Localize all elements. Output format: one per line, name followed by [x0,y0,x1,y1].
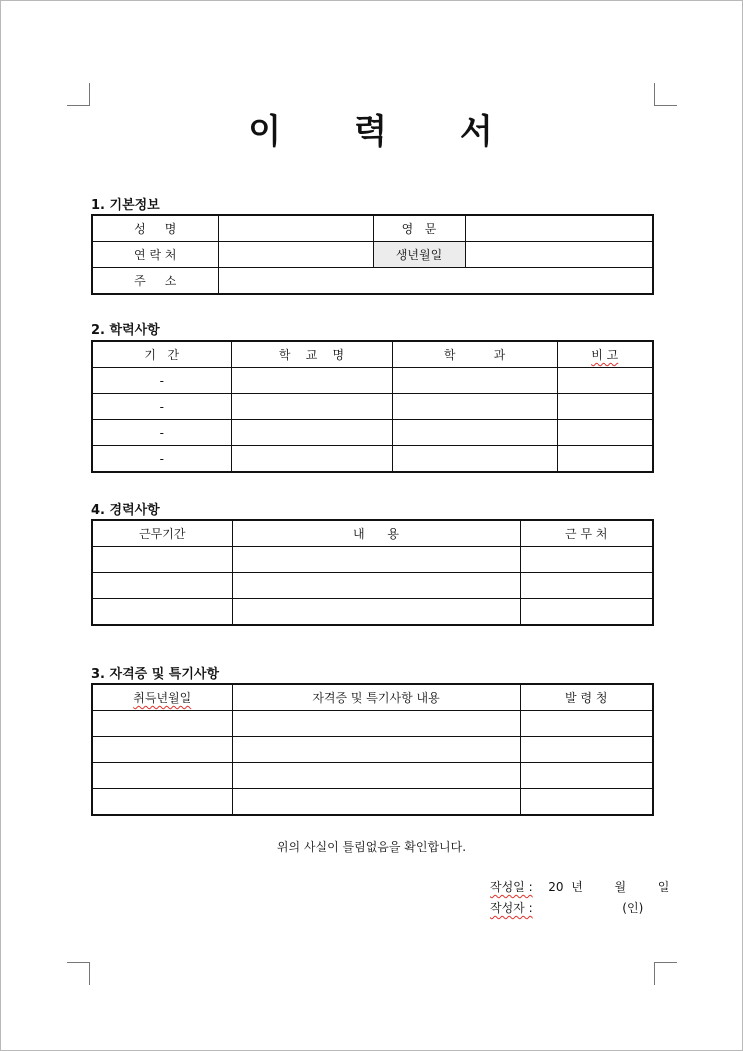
title-char: 이 [248,112,284,152]
table-row [92,789,653,816]
contact-label: 연 락 처 [92,242,218,268]
career-content-cell[interactable] [232,547,520,573]
address-field[interactable] [218,268,653,295]
column-header: 내 용 [232,520,520,547]
period-cell[interactable]: - [92,394,231,420]
school-cell[interactable] [231,446,392,473]
column-header: 근무기간 [92,520,232,547]
column-header: 근 무 처 [520,520,653,547]
period-cell[interactable]: - [92,420,231,446]
table-header-row [92,341,653,368]
note-cell[interactable] [557,394,653,420]
table-row [92,599,653,626]
note-cell[interactable] [557,446,653,473]
table-row [92,737,653,763]
education-table [91,340,654,473]
table-row [92,215,653,242]
name-field[interactable] [218,215,373,242]
writer-label: 작성자 : [490,901,533,915]
major-cell[interactable] [392,446,557,473]
school-cell[interactable] [231,394,392,420]
crop-mark-bottom-right [654,962,677,985]
date-day: 일 [657,880,670,894]
confirmation-statement: 위의 사실이 틀림없음을 확인합니다. [276,840,467,854]
school-cell[interactable] [231,368,392,394]
date-label: 작성일 : [490,880,533,894]
table-row [92,242,653,268]
column-header: 취득년월일 [92,684,232,711]
license-content-cell[interactable] [232,789,520,816]
license-content-cell[interactable] [232,763,520,789]
section-career: 4. 경력사항 [91,503,160,518]
license-issuer-cell[interactable] [520,737,653,763]
career-company-cell[interactable] [520,599,653,626]
date-line [490,878,669,895]
period-cell[interactable]: - [92,368,231,394]
table-row [92,573,653,599]
date-month: 월 [614,880,627,894]
contact-field[interactable] [218,242,373,268]
license-date-cell[interactable] [92,789,232,816]
table-row [92,446,653,473]
major-cell[interactable] [392,420,557,446]
document-title [0,104,743,153]
career-period-cell[interactable] [92,547,232,573]
career-period-cell[interactable] [92,573,232,599]
date-year: 20 년 [548,880,583,894]
column-header: 학 과 [392,341,557,368]
birth-field[interactable] [465,242,653,268]
career-table [91,519,654,626]
crop-mark-top-left [67,83,90,106]
column-header: 학 교 명 [231,341,392,368]
table-row [92,268,653,295]
address-label: 주 소 [92,268,218,295]
table-row [92,711,653,737]
career-content-cell[interactable] [232,599,520,626]
english-name-label: 영 문 [373,215,465,242]
column-header: 기 간 [92,341,231,368]
note-cell[interactable] [557,420,653,446]
column-header: 발 령 청 [520,684,653,711]
career-company-cell[interactable] [520,547,653,573]
license-issuer-cell[interactable] [520,711,653,737]
table-row [92,763,653,789]
english-name-field[interactable] [465,215,653,242]
seal-mark: (인) [622,901,644,915]
license-date-cell[interactable] [92,763,232,789]
basic-info-table [91,214,654,295]
column-header: 비 고 [557,341,653,368]
table-header-row [92,684,653,711]
name-label: 성 명 [92,215,218,242]
section-basic-info: 1. 기본정보 [91,198,160,213]
career-content-cell[interactable] [232,573,520,599]
crop-mark-top-right [654,83,677,106]
table-row [92,394,653,420]
license-content-cell[interactable] [232,737,520,763]
career-company-cell[interactable] [520,573,653,599]
license-date-cell[interactable] [92,737,232,763]
title-char: 서 [459,112,495,152]
period-cell[interactable]: - [92,446,231,473]
table-row [92,368,653,394]
license-issuer-cell[interactable] [520,789,653,816]
column-header: 자격증 및 특기사항 내용 [232,684,520,711]
career-period-cell[interactable] [92,599,232,626]
title-char: 력 [354,112,389,152]
birth-label: 생년월일 [373,242,465,268]
section-licenses: 3. 자격증 및 특기사항 [91,667,220,682]
table-row [92,547,653,573]
major-cell[interactable] [392,394,557,420]
table-row [92,420,653,446]
note-cell[interactable] [557,368,653,394]
school-cell[interactable] [231,420,392,446]
license-date-cell[interactable] [92,711,232,737]
section-education: 2. 학력사항 [91,323,160,338]
license-table [91,683,654,816]
major-cell[interactable] [392,368,557,394]
crop-mark-bottom-left [67,962,90,985]
license-content-cell[interactable] [232,711,520,737]
table-header-row [92,520,653,547]
writer-line [490,899,643,916]
license-issuer-cell[interactable] [520,763,653,789]
